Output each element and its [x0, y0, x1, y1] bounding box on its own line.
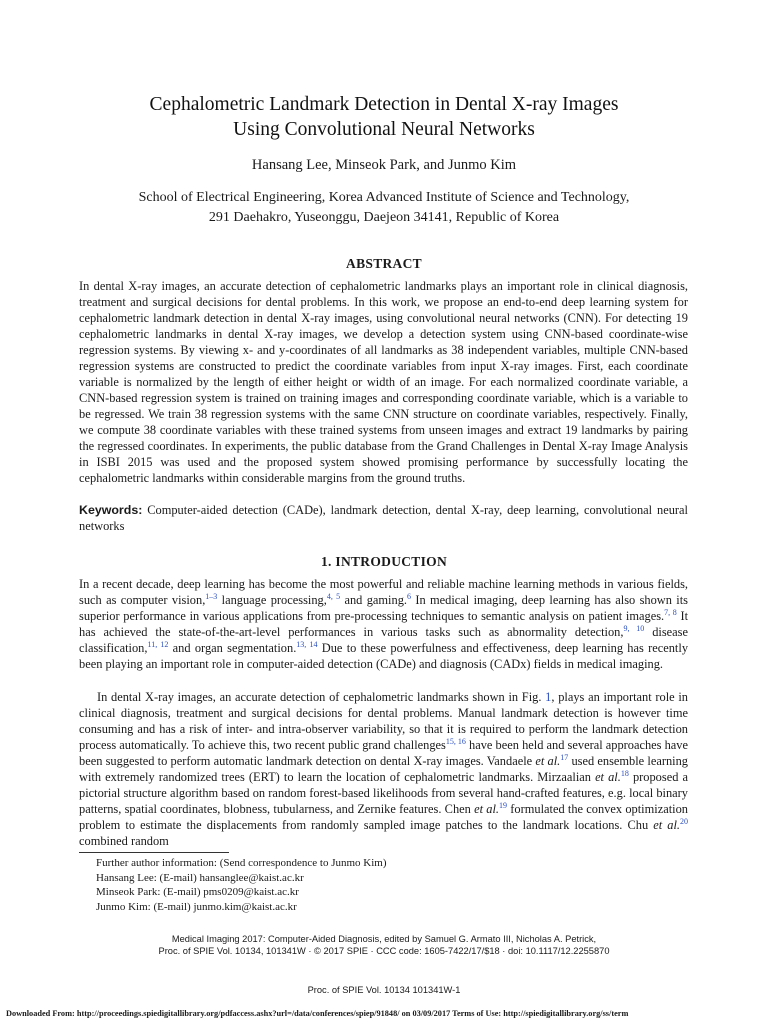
affiliation-line-2: 291 Daehakro, Yuseonggu, Daejeon 34141, Republic of Korea [208, 210, 560, 225]
text-run: and gaming. [340, 593, 407, 607]
et-al: et al. [653, 818, 681, 832]
citation-link[interactable]: 19 [499, 800, 508, 810]
text-run: , plays an important role in clinical diagnosis, treatment and surgical decisions for dental problems. Manual landmark detection is however time consuming and has a risk of inter- and intra-observer variability, so that it is required to perform the landmark detection process automatically. To achieve this, two recent public grand challenges [79, 690, 689, 752]
text-run: combined random [79, 834, 169, 848]
download-notice: Downloaded From: http://proceedings.spiedigitallibrary.org/pdfaccess.ashx?url=/data/conferences/spiep/91848/ on 03/09/2017 Terms of Use: http://spiedigitallibrary.org/ss/term [6, 1009, 629, 1018]
text-run: and organ segmentation. [168, 641, 297, 655]
text-run: formulated the convex optimization problem to estimate the displacements from randomly sampled image patches to the landmark locations. Chu [79, 802, 688, 832]
text-run: used ensemble learning with extremely randomized trees (ERT) to learn the location of cephalometric landmarks. Mirzaalian [79, 754, 688, 784]
citation-link[interactable]: 11, 12 [147, 639, 169, 649]
et-al: et al. [535, 754, 561, 768]
abstract-text: In dental X-ray images, an accurate detection of cephalometric landmarks plays an important role in clinical diagnosis, treatment and surgical decisions for dental problems. In this work, we propose an end-to-end deep learning system for cephalometric landmark detection in dental X-ray images, using convolutional neural networks (CNN). For detecting 19 cephalometric landmarks in dental X-ray images, we develop a detection system using CNN-based coordinate-wise regression systems. By viewing x- and y-coordinates of all landmarks as 38 independent variables, multiple CNN-based regression systems are constructed to predict the coordinate variables from input X-ray images. First, each coordinate variable is normalized by the length of either height or width of an image. For each normalized coordinate variable, a CNN-based regression system is trained on training images and corresponding coordinate variable, which is a variable to be regressed. We train 38 regression systems with the same CNN structure on coordinate variables, respectively. Finally, we compute 38 coordinate variables with these trained systems from unseen images and extract 19 landmarks by pairing the regressed coordinates. In experiments, the public database from the Grand Challenges in Dental X-ray Image Analysis in ISBI 2015 was used and the proposed system showed promising performance by successfully locating the cephalometric landmarks within considerable margins from the ground truths. [79, 279, 688, 485]
footnote-line: Further author information: (Send correspondence to Junmo Kim) [96, 857, 387, 869]
text-run: language processing, [217, 593, 327, 607]
introduction-heading: 1. INTRODUCTION [320, 554, 447, 569]
paper-title [60, 92, 708, 142]
keywords-label: Keywords: [79, 503, 143, 517]
intro-paragraph-1 [79, 576, 688, 672]
text-run: In dental X-ray images, an accurate detection of cephalometric landmarks shown in Fig. [97, 690, 546, 704]
citation-link[interactable]: 6 [406, 591, 411, 601]
abstract-heading: ABSTRACT [346, 256, 422, 271]
citation-link[interactable]: 18 [620, 768, 629, 778]
publication-line-2: Proc. of SPIE Vol. 10134, 101341W · © 2017 SPIE · CCC code: 1605-7422/17/$18 · doi: 10.1117/12.2255870 [158, 945, 610, 956]
citation-link[interactable]: 17 [560, 752, 569, 762]
text-run: have been held and several approaches have been suggested to perform automatic landmark detection on dental X-ray images. Vandaele [79, 738, 689, 768]
citation-link[interactable]: 15, 16 [445, 736, 466, 746]
title-line-1: Cephalometric Landmark Detection in Dental X-ray Images [149, 94, 619, 115]
text-run: proposed a pictorial structure algorithm based on random forest-based likelihoods from several hand-crafted features, e.g. local binary patterns, spatial coordinates, blobness, tubularness, and Zernike features. Chen [79, 770, 688, 816]
text-run: In medical imaging, deep learning has also shown its superior performance in various applications from pre-processing techniques to semantic analysis on patient images. [79, 593, 688, 623]
author-footnotes [96, 856, 686, 914]
citation-link[interactable]: 13, 14 [296, 639, 318, 649]
citation-link[interactable]: 20 [680, 816, 689, 826]
publication-info [60, 934, 708, 957]
footnote-line: Minseok Park: (E-mail) pms0209@kaist.ac.kr [96, 886, 299, 898]
text-run: Due to these powerfulness and effectiveness, deep learning has recently been playing an important role in computer-aided detection (CADe) and diagnosis (CADx) fields in medical imaging. [79, 641, 689, 671]
figure-link[interactable]: 1 [545, 690, 552, 704]
intro-paragraph-2 [79, 689, 688, 849]
title-line-2: Using Convolutional Neural Networks [233, 119, 535, 140]
author-list: Hansang Lee, Minseok Park, and Junmo Kim [251, 157, 517, 173]
footnote-line: Junmo Kim: (E-mail) junmo.kim@kaist.ac.kr [96, 900, 297, 913]
citation-link[interactable]: 7, 8 [664, 607, 677, 617]
keywords [79, 502, 688, 534]
citation-link[interactable]: 9, 10 [623, 623, 645, 633]
citation-link[interactable]: 4, 5 [326, 591, 341, 601]
text-run: disease classification, [79, 625, 689, 655]
keywords-text: Computer-aided detection (CADe), landmark detection, dental X-ray, deep learning, convolutional neural networks [79, 503, 688, 533]
et-al: et al. [595, 770, 621, 784]
publication-line-1: Medical Imaging 2017: Computer-Aided Diagnosis, edited by Samuel G. Armato III, Nicholas A. Petrick, [171, 934, 597, 944]
page-number: Proc. of SPIE Vol. 10134 101341W-1 [307, 985, 461, 995]
affiliation [60, 188, 708, 228]
text-run: In a recent decade, deep learning has become the most powerful and reliable machine learning methods in various fields, such as computer vision, [79, 577, 688, 607]
et-al: et al. [474, 802, 500, 816]
citation-link[interactable]: 1–3 [205, 591, 218, 601]
footnote-divider [79, 852, 229, 853]
footnote-line: Hansang Lee: (E-mail) hansanglee@kaist.ac.kr [96, 871, 304, 884]
affiliation-line-1: School of Electrical Engineering, Korea Advanced Institute of Science and Technology, [138, 190, 630, 205]
text-run: It has achieved the state-of-the-art-level performances in various tasks such as abnormality detection, [79, 609, 689, 639]
